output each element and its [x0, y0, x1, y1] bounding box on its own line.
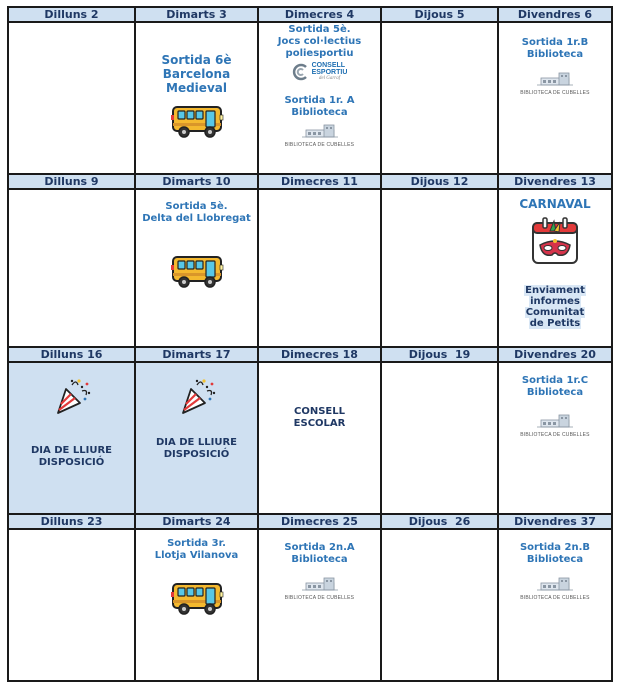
note-line: informes — [530, 296, 580, 307]
event-title: Sortida 5è. Jocs col·lectius poliesportiu — [277, 24, 362, 59]
day-cell-empty — [8, 189, 135, 347]
library-logo-text: BIBLIOTECA DE CUBELLES — [520, 595, 590, 601]
library-building-icon — [533, 71, 577, 90]
library-logo — [520, 576, 589, 601]
day-cell-event — [498, 22, 612, 174]
event-title: Sortida 2n.B Biblioteca — [519, 542, 591, 565]
day-header: Dijous 5 — [381, 7, 498, 22]
logo-text: CONSELL ESPORTIU — [311, 62, 348, 76]
library-logo — [520, 413, 589, 438]
day-header: Dimarts 10 — [135, 174, 258, 189]
day-cell-event — [258, 362, 381, 514]
logo-subtext: del Garraf — [318, 76, 341, 81]
week-4-row — [8, 529, 612, 681]
day-header: Dilluns 9 — [8, 174, 135, 189]
library-logo — [285, 123, 354, 148]
day-cell-empty — [8, 529, 135, 681]
note-line: de Petits — [529, 318, 581, 329]
day-header: Dilluns 23 — [8, 514, 135, 529]
event-title: CONSELL ESCOLAR — [293, 406, 346, 429]
day-header: Dilluns 2 — [8, 7, 135, 22]
day-header: Dimarts 24 — [135, 514, 258, 529]
day-cell-empty — [381, 22, 498, 174]
day-cell-event — [135, 22, 258, 174]
consell-esportiu-logo — [292, 62, 348, 81]
day-cell-holiday — [135, 362, 258, 514]
library-building-icon — [533, 576, 577, 595]
library-building-icon — [533, 413, 577, 432]
school-bus-icon — [170, 253, 224, 293]
day-cell-event — [135, 529, 258, 681]
day-header: Divendres 13 — [498, 174, 612, 189]
day-header: Dimecres 11 — [258, 174, 381, 189]
day-cell-event — [498, 189, 612, 347]
day-cell-empty — [381, 189, 498, 347]
library-logo-text: BIBLIOTECA DE CUBELLES — [520, 432, 590, 438]
day-header: Dijous 12 — [381, 174, 498, 189]
note-line: Comunitat — [525, 307, 585, 318]
calendar-table — [7, 6, 613, 682]
day-cell-event — [498, 529, 612, 681]
day-cell-holiday — [8, 362, 135, 514]
library-building-icon — [298, 123, 342, 142]
day-header: Divendres 20 — [498, 347, 612, 362]
event-title: Sortida 1r. A Biblioteca — [284, 95, 355, 118]
day-cell-event — [135, 189, 258, 347]
day-header: Dijous 26 — [381, 514, 498, 529]
week-3-row — [8, 362, 612, 514]
day-header: Dimecres 25 — [258, 514, 381, 529]
day-cell-event — [498, 362, 612, 514]
day-header: Divendres 6 — [498, 7, 612, 22]
carnival-mask-calendar-icon — [530, 215, 580, 267]
day-cell-empty — [381, 529, 498, 681]
day-cell-event — [258, 22, 381, 174]
library-logo-text: BIBLIOTECA DE CUBELLES — [520, 89, 590, 96]
library-building-icon — [298, 576, 342, 595]
day-header: Dijous 19 — [381, 347, 498, 362]
day-header: Dilluns 16 — [8, 347, 135, 362]
holiday-title: DIA DE LLIURE DISPOSICIÓ — [31, 445, 112, 468]
day-header: Dimarts 3 — [135, 7, 258, 22]
library-logo — [285, 576, 354, 601]
day-cell-empty — [381, 362, 498, 514]
event-title: Sortida 2n.A Biblioteca — [284, 542, 355, 565]
event-title: Sortida 6è Barcelona Medieval — [161, 53, 232, 95]
party-popper-icon — [177, 377, 217, 421]
library-logo — [520, 71, 589, 96]
party-popper-icon — [52, 377, 92, 421]
consell-esportiu-logo-icon — [292, 63, 310, 81]
library-logo-text: BIBLIOTECA DE CUBELLES — [284, 142, 355, 148]
day-header: Dimarts 17 — [135, 347, 258, 362]
holiday-title: DIA DE LLIURE DISPOSICIÓ — [156, 437, 237, 460]
event-title: Sortida 5è. Delta del Llobregat — [142, 201, 251, 224]
event-title: Sortida 1r.C Biblioteca — [521, 375, 589, 398]
note-line: Enviament — [525, 285, 585, 296]
event-title: Sortida 3r. Llotja Vilanova — [154, 538, 239, 561]
day-header: Dimecres 4 — [258, 7, 381, 22]
week-1-row — [8, 22, 612, 174]
day-cell-event — [258, 529, 381, 681]
day-header: Divendres 37 — [498, 514, 612, 529]
event-title: CARNAVAL — [519, 197, 591, 211]
day-header: Dimecres 18 — [258, 347, 381, 362]
school-bus-icon — [170, 580, 224, 620]
library-logo-text: BIBLIOTECA DE CUBELLES — [284, 595, 355, 601]
school-bus-icon — [170, 103, 224, 143]
day-cell-empty — [8, 22, 135, 174]
event-title: Sortida 1r.B Biblioteca — [521, 36, 589, 60]
